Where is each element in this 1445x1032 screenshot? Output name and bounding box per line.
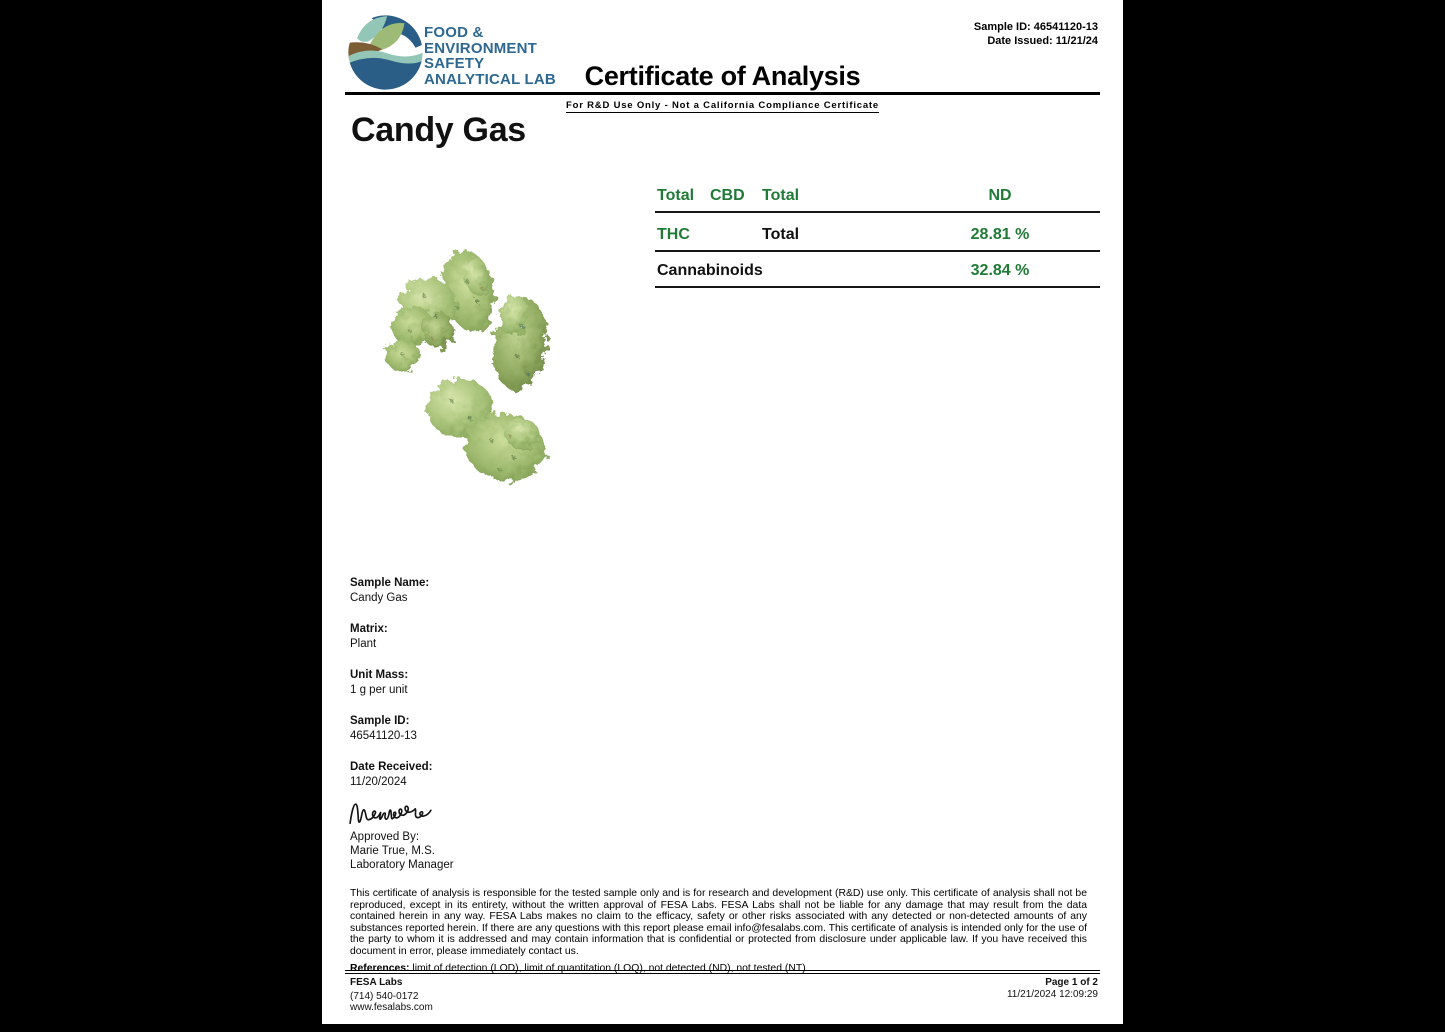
references-label: References: [350,962,410,974]
approver-name: Marie True, M.S. [350,845,435,857]
detail-value: 1 g per unit [350,684,408,696]
detail-label: Sample Name: [350,577,430,589]
row2-label-total: Total [762,226,800,243]
detail-label: Unit Mass: [350,669,409,681]
document-subtitle: For R&D Use Only - Not a California Compliance Certificate [566,100,879,111]
certificate-page [322,0,1123,1024]
approver-role: Laboratory Manager [350,859,454,871]
table-row [655,183,1100,213]
detail-label: Matrix: [350,623,388,635]
report-meta [974,20,1098,48]
product-name: Candy Gas [351,111,526,149]
disclaimer [350,888,1087,974]
lab-name-line: FOOD & [424,24,484,41]
row1-label-total2: Total [762,187,800,204]
footer-page-info [1007,977,1098,1001]
row1-label-total: Total [657,187,695,204]
page-number: Page 1 of 2 [1045,977,1098,988]
lab-name-line: ANALYTICAL LAB [424,70,556,88]
lab-name-line: ENVIRONMENT [424,39,538,57]
row3-label-cannabinoids: Cannabinoids [657,262,763,279]
potency-summary-table [655,183,1100,288]
row2-label-thc: THC [657,226,690,243]
footer-lab-name: FESA Labs [350,977,403,988]
detail-label: Sample ID: [350,715,410,727]
total-cbd-value: ND [988,187,1012,204]
date-issued-line: Date Issued: 11/21/24 [987,35,1098,47]
footer-website: www.fesalabs.com [350,1002,433,1013]
detail-matrix [350,622,432,651]
detail-value: 46541120-13 [350,730,417,742]
footer-divider [345,970,1100,974]
footer-lab-info [350,977,433,1014]
detail-unit-mass [350,668,432,697]
table-row [655,213,1100,252]
sample-id-line: Sample ID: 46541120-13 [973,21,1098,33]
signature-icon [347,797,435,831]
row1-label-cbd: CBD [710,187,745,204]
detail-value: Candy Gas [350,592,408,604]
sample-photo [372,246,572,494]
lab-name-line: SAFETY [424,55,485,72]
disclaimer-body: This certificate of analysis is responsible for the tested sample only and is for research and development (R&D) use only. This certificate of analysis shall not be reproduced, except in its entirety, without the written approval of FESA Labs. FESA Labs shall not be liable for any damage that may result from the data contained herein in any way. FESA Labs makes no claim to the efficacy, safety or other risks associated with any detected or non-detected amounts of any substances reported herein. If there are any questions with this report please email info@fesalabs.com. This certificate of analysis is intended only for the use of the party to whom it is addressed and may contain information that is confidential or protected from disclosure under applicable law. If you have received this document in error, please immediately contact us. [350,888,1087,957]
approved-by-label: Approved By: [350,831,420,843]
table-row [655,252,1100,288]
detail-label: Date Received: [350,761,433,773]
detail-date-received [350,760,432,789]
approval-block [350,830,454,872]
detail-value: Plant [350,638,377,650]
print-timestamp: 11/21/2024 12:09:29 [1006,989,1098,1000]
total-thc-value: 28.81 % [970,226,1030,243]
detail-sample-name [350,576,432,605]
sample-details [350,576,432,806]
references-text: limit of detection (LOD), limit of quantitation (LOQ), not detected (ND), not tested (NT) [409,962,806,974]
document-title: Certificate of Analysis [584,61,861,91]
total-cannabinoids-value: 32.84 % [970,262,1030,279]
detail-sample-id [350,714,432,743]
footer-phone: (714) 540-0172 [350,990,419,1002]
detail-value: 11/20/2024 [350,776,407,788]
